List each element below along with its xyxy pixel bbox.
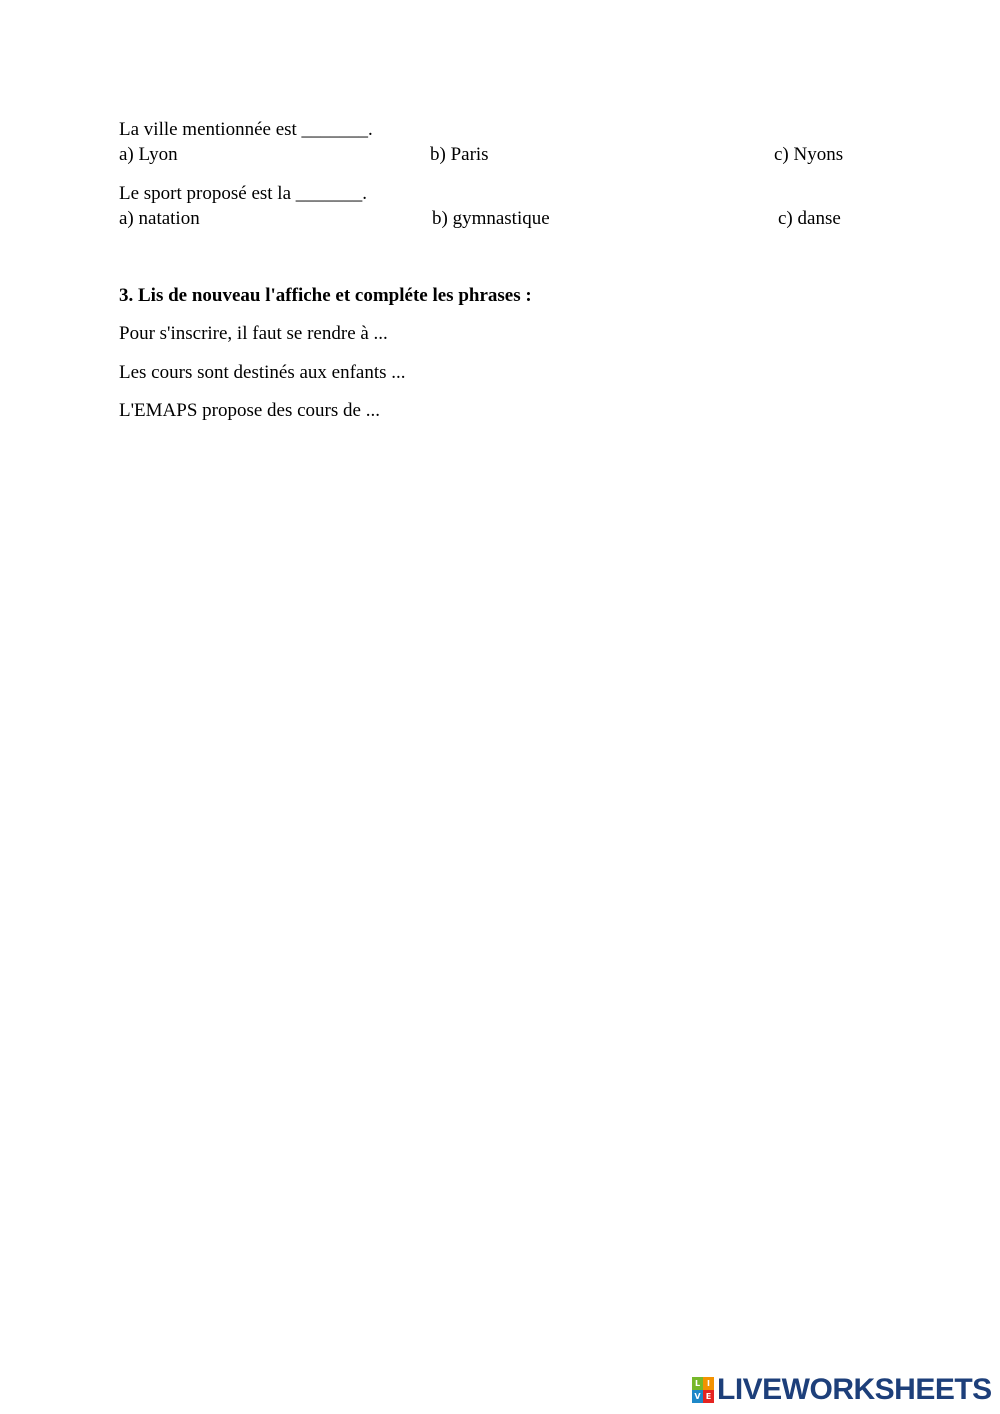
logo-letter-i: I bbox=[703, 1377, 714, 1390]
liveworksheets-wordmark: LIVEWORKSHEETS bbox=[717, 1373, 992, 1406]
question1-option-b[interactable]: b) Paris bbox=[430, 144, 489, 165]
section3-sentence-3[interactable]: L'EMAPS propose des cours de ... bbox=[119, 400, 380, 421]
section3-sentence-1[interactable]: Pour s'inscrire, il faut se rendre à ... bbox=[119, 323, 388, 344]
section3-heading: 3. Lis de nouveau l'affiche et compléte les phrases : bbox=[119, 285, 532, 306]
liveworksheets-logo bbox=[692, 1374, 992, 1406]
question2-stem: Le sport proposé est la _______. bbox=[119, 183, 368, 204]
logo-letter-v: V bbox=[692, 1390, 703, 1403]
logo-letter-l: L bbox=[692, 1377, 703, 1390]
question1-option-c[interactable]: c) Nyons bbox=[774, 144, 844, 165]
question2-option-c[interactable]: c) danse bbox=[778, 208, 841, 229]
section3-sentence-2[interactable]: Les cours sont destinés aux enfants ... bbox=[119, 362, 406, 383]
logo-letter-e: E bbox=[703, 1390, 714, 1403]
question1-option-a[interactable]: a) Lyon bbox=[119, 144, 178, 165]
question2-option-b[interactable]: b) gymnastique bbox=[432, 208, 550, 229]
liveworksheets-logo-icon bbox=[692, 1377, 714, 1403]
question2-option-a[interactable]: a) natation bbox=[119, 208, 200, 229]
question1-stem: La ville mentionnée est _______. bbox=[119, 119, 373, 140]
